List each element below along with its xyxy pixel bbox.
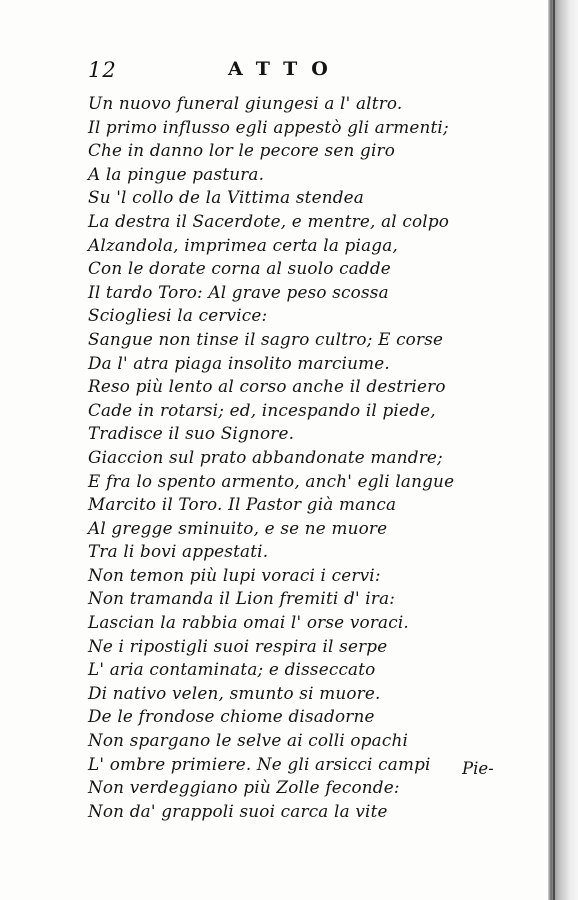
verse-line: Con le dorate corna al suolo cadde xyxy=(88,258,391,279)
verse-line: Tradisce il suo Signore. xyxy=(88,423,295,444)
verse-line: Il primo influsso egli appestò gli armenti; xyxy=(88,116,449,137)
verse-line: Un nuovo funeral giungesi a l' altro. xyxy=(88,93,403,113)
verse-line: A la pingue pastura. xyxy=(88,163,265,184)
verse-line: L' aria contaminata; e disseccato xyxy=(88,659,376,680)
verse-line: Di nativo velen, smunto si muore. xyxy=(88,682,381,703)
verse-line: Non temon più lupi voraci i cervi: xyxy=(88,564,381,585)
verse-text xyxy=(88,92,455,823)
verse-line: Alzandola, imprimea certa la piaga, xyxy=(88,234,398,255)
verse-line: Tra li bovi appestati. xyxy=(88,541,269,562)
verse-line: E fra lo spento armento, anch' egli langue xyxy=(88,470,455,491)
verse-line: Non spargano le selve ai colli opachi xyxy=(88,730,409,751)
verse-line: Su 'l collo de la Vittima stendea xyxy=(88,187,365,208)
verse-line: Lascian la rabbia omai l' orse voraci. xyxy=(88,612,409,633)
verse-line: De le frondose chiome disadorne xyxy=(88,706,375,727)
page-header xyxy=(88,58,388,86)
verse-line: Il tardo Toro: Al grave peso scossa xyxy=(88,281,389,302)
catchword: Pie- xyxy=(462,759,494,778)
verse-line: La destra il Sacerdote, e mentre, al colpo xyxy=(88,210,450,231)
verse-line: Reso più lento al corso anche il destriero xyxy=(88,376,446,397)
verse-line: Sciogliesi la cervice: xyxy=(88,305,268,326)
verse-line: Non verdeggiano più Zolle feconde: xyxy=(88,777,400,798)
page-edge-line xyxy=(553,0,555,900)
verse-line: Non tramanda il Lion fremiti d' ira: xyxy=(88,588,396,609)
verse-line: Cade in rotarsi; ed, incespando il piede, xyxy=(88,399,436,420)
page-number: 12 xyxy=(88,58,117,82)
verse-line: Che in danno lor le pecore sen giro xyxy=(88,140,396,161)
verse-line: Marcito il Toro. Il Pastor già manca xyxy=(88,494,397,515)
verse-line: Ne i ripostigli suoi respira il serpe xyxy=(88,635,388,656)
verse-line: Giaccion sul prato abbandonate mandre; xyxy=(88,446,443,467)
verse-line: Da l' atra piaga insolito marciume. xyxy=(88,352,390,373)
verse-line: Sangue non tinse il sagro cultro; E corse xyxy=(88,328,444,349)
verse-line: L' ombre primiere. Ne gli arsicci campi xyxy=(88,753,431,774)
verse-line: Al gregge sminuito, e se ne muore xyxy=(88,517,388,538)
verse-line: Non da' grappoli suoi carca la vite xyxy=(88,800,388,821)
running-head: ATTO xyxy=(228,58,342,80)
